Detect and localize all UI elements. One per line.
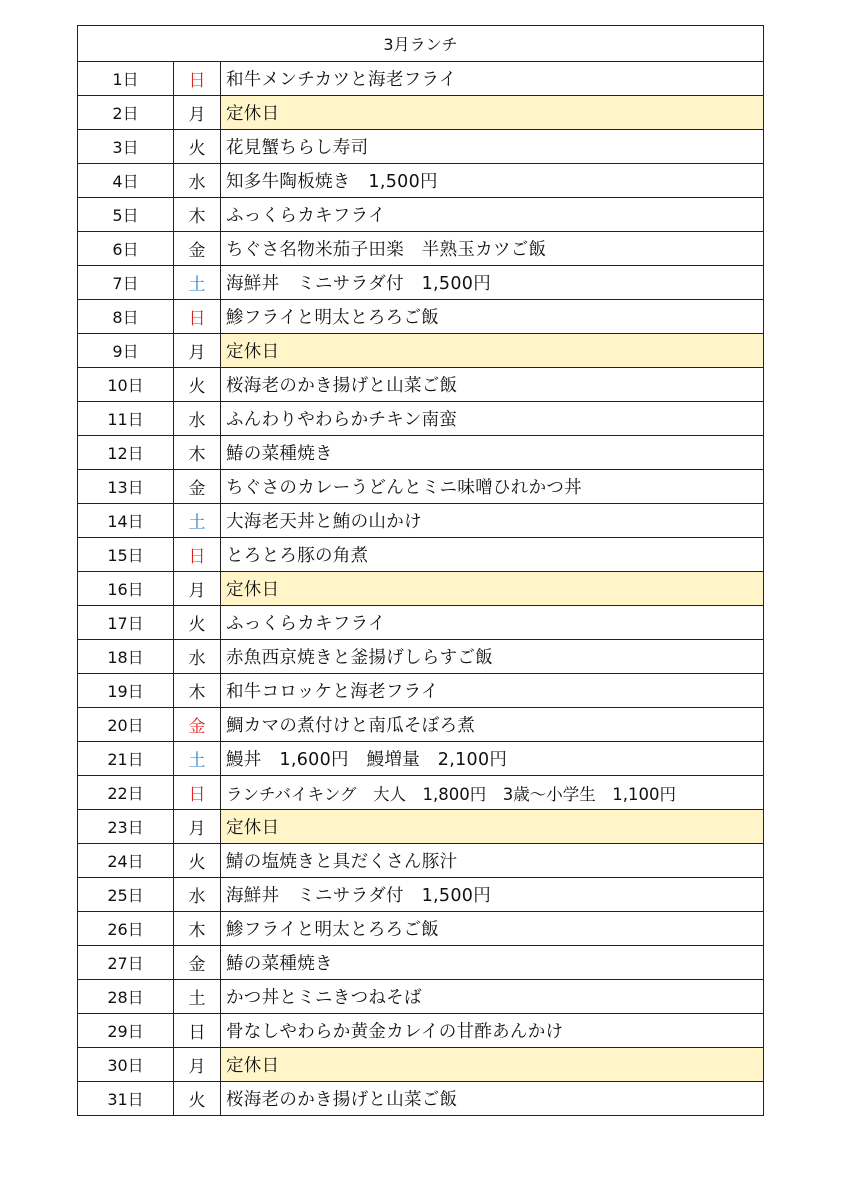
date-cell: 3日 bbox=[78, 130, 174, 164]
table-row bbox=[78, 470, 764, 504]
weekday-cell: 日 bbox=[174, 62, 221, 96]
closed-day-cell: 定休日 bbox=[221, 96, 764, 130]
weekday-cell: 木 bbox=[174, 198, 221, 232]
date-cell: 18日 bbox=[78, 640, 174, 674]
menu-body bbox=[78, 62, 764, 1116]
date-cell: 7日 bbox=[78, 266, 174, 300]
weekday-cell: 月 bbox=[174, 96, 221, 130]
weekday-cell: 水 bbox=[174, 164, 221, 198]
closed-day-cell: 定休日 bbox=[221, 334, 764, 368]
weekday-cell: 火 bbox=[174, 844, 221, 878]
weekday-cell: 日 bbox=[174, 300, 221, 334]
table-row bbox=[78, 164, 764, 198]
menu-item-cell: 和牛コロッケと海老フライ bbox=[221, 674, 764, 708]
table-row bbox=[78, 368, 764, 402]
table-row bbox=[78, 1082, 764, 1116]
date-cell: 8日 bbox=[78, 300, 174, 334]
date-cell: 1日 bbox=[78, 62, 174, 96]
table-row bbox=[78, 198, 764, 232]
date-cell: 15日 bbox=[78, 538, 174, 572]
weekday-cell: 金 bbox=[174, 708, 221, 742]
table-row bbox=[78, 62, 764, 96]
date-cell: 26日 bbox=[78, 912, 174, 946]
menu-item-cell: 和牛メンチカツと海老フライ bbox=[221, 62, 764, 96]
menu-item-cell: 骨なしやわらか黄金カレイの甘酢あんかけ bbox=[221, 1014, 764, 1048]
table-row bbox=[78, 606, 764, 640]
date-cell: 14日 bbox=[78, 504, 174, 538]
table-header-row bbox=[78, 26, 764, 62]
weekday-cell: 金 bbox=[174, 470, 221, 504]
table-row bbox=[78, 878, 764, 912]
table-row bbox=[78, 1014, 764, 1048]
date-cell: 9日 bbox=[78, 334, 174, 368]
weekday-cell: 月 bbox=[174, 810, 221, 844]
menu-item-cell: 赤魚西京焼きと釜揚げしらすご飯 bbox=[221, 640, 764, 674]
table-row bbox=[78, 572, 764, 606]
weekday-cell: 土 bbox=[174, 504, 221, 538]
menu-item-cell: ふんわりやわらかチキン南蛮 bbox=[221, 402, 764, 436]
date-cell: 13日 bbox=[78, 470, 174, 504]
table-row bbox=[78, 742, 764, 776]
weekday-cell: 金 bbox=[174, 946, 221, 980]
table-row bbox=[78, 504, 764, 538]
date-cell: 29日 bbox=[78, 1014, 174, 1048]
menu-item-cell: ちぐさ名物米茄子田楽 半熟玉カツご飯 bbox=[221, 232, 764, 266]
date-cell: 10日 bbox=[78, 368, 174, 402]
menu-item-cell: 桜海老のかき揚げと山菜ご飯 bbox=[221, 368, 764, 402]
weekday-cell: 金 bbox=[174, 232, 221, 266]
table-row bbox=[78, 538, 764, 572]
weekday-cell: 月 bbox=[174, 572, 221, 606]
table-row bbox=[78, 946, 764, 980]
closed-day-cell: 定休日 bbox=[221, 572, 764, 606]
date-cell: 2日 bbox=[78, 96, 174, 130]
table-row bbox=[78, 640, 764, 674]
table-row bbox=[78, 96, 764, 130]
date-cell: 16日 bbox=[78, 572, 174, 606]
menu-item-cell: 花見蟹ちらし寿司 bbox=[221, 130, 764, 164]
table-row bbox=[78, 674, 764, 708]
table-row bbox=[78, 266, 764, 300]
table-row bbox=[78, 776, 764, 810]
menu-item-cell: 鰻丼 1,600円 鰻増量 2,100円 bbox=[221, 742, 764, 776]
menu-item-cell: 鯖の塩焼きと具だくさん豚汁 bbox=[221, 844, 764, 878]
weekday-cell: 日 bbox=[174, 1014, 221, 1048]
date-cell: 22日 bbox=[78, 776, 174, 810]
table-row bbox=[78, 334, 764, 368]
date-cell: 31日 bbox=[78, 1082, 174, 1116]
closed-day-cell: 定休日 bbox=[221, 1048, 764, 1082]
menu-item-cell: 知多牛陶板焼き 1,500円 bbox=[221, 164, 764, 198]
lunch-menu-table bbox=[77, 25, 764, 1116]
weekday-cell: 月 bbox=[174, 1048, 221, 1082]
weekday-cell: 木 bbox=[174, 436, 221, 470]
date-cell: 25日 bbox=[78, 878, 174, 912]
table-row bbox=[78, 402, 764, 436]
date-cell: 23日 bbox=[78, 810, 174, 844]
weekday-cell: 土 bbox=[174, 742, 221, 776]
menu-item-cell: 鯛カマの煮付けと南瓜そぼろ煮 bbox=[221, 708, 764, 742]
weekday-cell: 土 bbox=[174, 266, 221, 300]
weekday-cell: 水 bbox=[174, 402, 221, 436]
weekday-cell: 火 bbox=[174, 368, 221, 402]
menu-item-cell: 鰆の菜種焼き bbox=[221, 946, 764, 980]
date-cell: 6日 bbox=[78, 232, 174, 266]
page-title: 3月ランチ bbox=[78, 26, 764, 62]
table-row bbox=[78, 300, 764, 334]
date-cell: 30日 bbox=[78, 1048, 174, 1082]
menu-item-cell: ふっくらカキフライ bbox=[221, 606, 764, 640]
menu-item-cell: ランチバイキング 大人 1,800円 3歳～小学生 1,100円 bbox=[221, 776, 764, 810]
weekday-cell: 月 bbox=[174, 334, 221, 368]
weekday-cell: 火 bbox=[174, 606, 221, 640]
weekday-cell: 木 bbox=[174, 674, 221, 708]
weekday-cell: 水 bbox=[174, 640, 221, 674]
weekday-cell: 木 bbox=[174, 912, 221, 946]
menu-item-cell: 桜海老のかき揚げと山菜ご飯 bbox=[221, 1082, 764, 1116]
date-cell: 21日 bbox=[78, 742, 174, 776]
table-row bbox=[78, 810, 764, 844]
date-cell: 11日 bbox=[78, 402, 174, 436]
menu-item-cell: ふっくらカキフライ bbox=[221, 198, 764, 232]
weekday-cell: 日 bbox=[174, 538, 221, 572]
menu-item-cell: とろとろ豚の角煮 bbox=[221, 538, 764, 572]
menu-item-cell: 鰆の菜種焼き bbox=[221, 436, 764, 470]
table-row bbox=[78, 130, 764, 164]
date-cell: 12日 bbox=[78, 436, 174, 470]
table-row bbox=[78, 844, 764, 878]
date-cell: 20日 bbox=[78, 708, 174, 742]
weekday-cell: 水 bbox=[174, 878, 221, 912]
date-cell: 5日 bbox=[78, 198, 174, 232]
date-cell: 19日 bbox=[78, 674, 174, 708]
date-cell: 4日 bbox=[78, 164, 174, 198]
date-cell: 17日 bbox=[78, 606, 174, 640]
weekday-cell: 火 bbox=[174, 130, 221, 164]
menu-item-cell: かつ丼とミニきつねそば bbox=[221, 980, 764, 1014]
closed-day-cell: 定休日 bbox=[221, 810, 764, 844]
weekday-cell: 土 bbox=[174, 980, 221, 1014]
weekday-cell: 日 bbox=[174, 776, 221, 810]
menu-item-cell: 鯵フライと明太とろろご飯 bbox=[221, 300, 764, 334]
menu-item-cell: 海鮮丼 ミニサラダ付 1,500円 bbox=[221, 878, 764, 912]
menu-item-cell: 海鮮丼 ミニサラダ付 1,500円 bbox=[221, 266, 764, 300]
table-row bbox=[78, 980, 764, 1014]
date-cell: 28日 bbox=[78, 980, 174, 1014]
menu-item-cell: 大海老天丼と鮪の山かけ bbox=[221, 504, 764, 538]
table-row bbox=[78, 232, 764, 266]
date-cell: 27日 bbox=[78, 946, 174, 980]
table-row bbox=[78, 1048, 764, 1082]
menu-item-cell: 鯵フライと明太とろろご飯 bbox=[221, 912, 764, 946]
table-row bbox=[78, 436, 764, 470]
weekday-cell: 火 bbox=[174, 1082, 221, 1116]
date-cell: 24日 bbox=[78, 844, 174, 878]
table-row bbox=[78, 912, 764, 946]
menu-item-cell: ちぐさのカレーうどんとミニ味噌ひれかつ丼 bbox=[221, 470, 764, 504]
table-row bbox=[78, 708, 764, 742]
